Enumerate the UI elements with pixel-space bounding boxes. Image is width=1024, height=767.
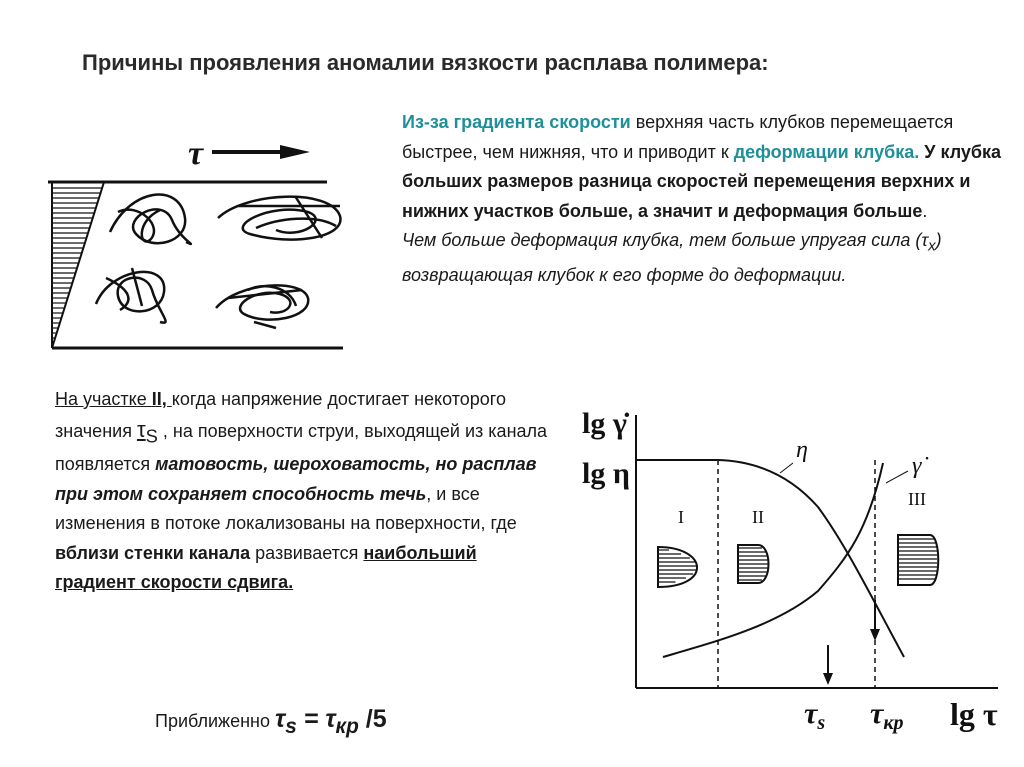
left-bold-italic-segment: матовость, шероховатость, но расплав при этом сохраняет способность течь bbox=[55, 454, 537, 504]
tau-s-arrow bbox=[823, 645, 833, 685]
near-wall-phrase: вблизи стенки канала bbox=[55, 542, 251, 563]
right-text-segment: верхняя часть клубков перемещается быстрее, чем нижняя, что и приводит к bbox=[402, 112, 954, 162]
coil-deformation-diagram bbox=[40, 130, 370, 355]
approximation-formula bbox=[155, 705, 485, 739]
coil-deformation-text bbox=[402, 108, 1007, 291]
approx-label: Приближенно bbox=[155, 711, 276, 731]
region-3-label: III bbox=[908, 489, 926, 509]
coil-tau-symbol: τ bbox=[188, 135, 204, 172]
shear-direction-arrow bbox=[212, 145, 310, 159]
tau-kr-axis-label: $\tau_{кр}$ bbox=[870, 697, 904, 734]
shear-rate-label-leader bbox=[886, 471, 908, 483]
viscosity-curve-label: η bbox=[796, 437, 808, 463]
flow-curve-chart bbox=[578, 395, 1018, 750]
coil-deformation-phrase: деформации клубка. bbox=[733, 141, 920, 162]
tau-s-symbol: $\tau_S$ bbox=[136, 416, 158, 446]
tau-x-subscript: х bbox=[928, 237, 936, 255]
x-axis-label: lg τ bbox=[950, 696, 998, 732]
region-two-label: II, bbox=[151, 389, 172, 409]
velocity-profile-parabolic bbox=[658, 547, 698, 587]
region-two-text bbox=[55, 385, 560, 598]
right-italic-segment: Чем больше деформация клубка, тем больше упругая сила (τ bbox=[402, 230, 929, 250]
slide-title: Причины проявления аномалии вязкости расплава полимера: bbox=[82, 50, 769, 75]
polymer-coils bbox=[96, 195, 340, 328]
tau-kr-arrow bbox=[870, 600, 880, 641]
region-2-label: II bbox=[752, 507, 764, 527]
y-axis-label-viscosity: lg η bbox=[582, 457, 630, 490]
right-bold-segment: У клубка больших размеров разница скоростей перемещения верхних и нижних участков больше, а значит и деформация больше bbox=[402, 141, 1002, 221]
y-axis-label-shear-rate: lg γ̇ bbox=[582, 407, 627, 440]
region-1-label: I bbox=[678, 507, 684, 527]
shear-rate-curve bbox=[663, 463, 883, 657]
left-text-segment: На участке bbox=[55, 389, 152, 409]
viscosity-label-leader bbox=[780, 463, 793, 473]
right-italic-segment-end: ) возвращающая клубок к его форме до деформации. bbox=[402, 230, 942, 286]
left-text-segment: , и все изменения в потоке локализованы на поверхности, где bbox=[55, 483, 517, 534]
polymer-coil bbox=[218, 197, 340, 240]
tau-relation: $\tau_s = \tau_{кр}$ /5 bbox=[275, 705, 387, 738]
right-text-period: . bbox=[922, 200, 928, 221]
velocity-profile-flattened bbox=[738, 545, 769, 583]
shear-rate-curve-label: γ̇ bbox=[912, 453, 922, 479]
left-text-segment: , на поверхности струи, выходящей из канала появляется bbox=[55, 420, 548, 475]
left-text-segment: развивается bbox=[250, 542, 364, 563]
velocity-profile-plug bbox=[898, 535, 938, 585]
tau-s-axis-label: $\tau_s$ bbox=[804, 697, 826, 734]
velocity-gradient-phrase: Из-за градиента скорости bbox=[402, 112, 631, 132]
left-text-segment: когда напряжение достигает некоторого значения bbox=[55, 389, 506, 441]
max-gradient-phrase: наибольший градиент скорости сдвига. bbox=[55, 542, 477, 593]
polymer-coil bbox=[106, 268, 142, 310]
